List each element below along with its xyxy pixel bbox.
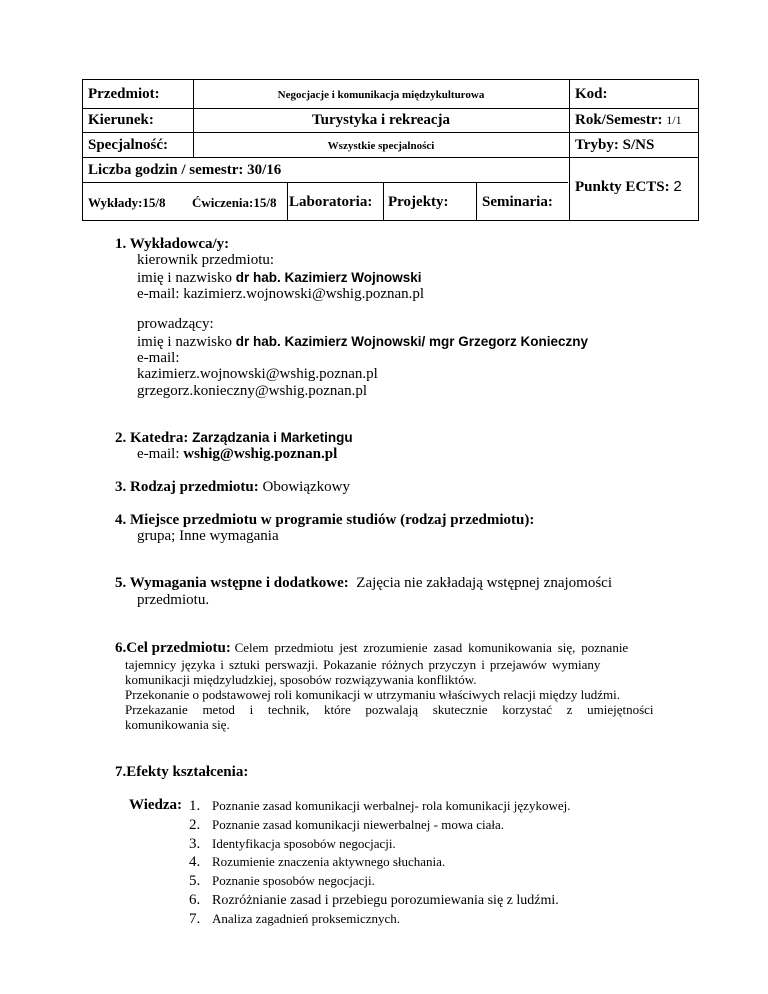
row-divider [83,132,698,133]
wymagania-value-1: Zajęcia nie zakładają wstępnej znajomości [356,575,612,591]
list-item: 2. Poznanie zasad komunikacji niewerbalnej - mowa ciała. [189,816,505,833]
prowadzacy-name [137,333,588,351]
ects [575,178,682,196]
section-6 [115,640,628,657]
row-divider [83,157,698,158]
kierunek-label: Kierunek: [88,112,154,128]
section-6-heading: 6.Cel przedmiotu: [115,640,231,656]
prowadzacy-email-2: grzegorz.konieczny@wshig.poznan.pl [137,383,367,399]
section-5-heading: 5. Wymagania wstępne i dodatkowe: [115,575,349,591]
kierownik-name [137,269,422,287]
section-7-heading: 7.Efekty kształcenia: [115,764,249,780]
section-1-heading: 1. Wykładowca/y: [115,236,230,252]
katedra-email-value: wshig@wshig.poznan.pl [183,446,338,462]
col-divider [569,80,570,221]
list-item: 3. Identyfikacja sposobów negocjacji. [189,835,396,852]
cwiczenia: Ćwiczenia:15/8 [192,195,277,210]
kierownik-email: e-mail: kazimierz.wojnowski@wshig.poznan.pl [137,286,425,302]
cel-line-5: Przekazanie metod i technik, które pozwalają skutecznie korzystać z umiejętności [125,702,654,717]
kierunek-value: Turystyka i rekreacja [311,112,451,128]
laboratoria: Laboratoria: [289,194,373,210]
kierownik-label: kierownik przedmiotu: [137,252,275,268]
przedmiot-label: Przedmiot: [88,86,160,102]
list-item: 7. Analiza zagadnień proksemicznych. [189,910,401,927]
row-divider [83,108,698,109]
col-divider [383,182,384,221]
wyklady: Wykłady:15/8 [88,195,166,210]
list-item: 4. Rozumienie znaczenia aktywnego słuchania. [189,854,446,871]
seminaria: Seminaria: [482,194,553,210]
row-divider [83,182,568,183]
name-prefix: imię i nazwisko [137,334,232,350]
course-info-table [82,79,699,221]
katedra-value: Zarządzania i Marketingu [192,430,353,445]
rodzaj-value: Obowiązkowy [262,479,350,495]
lecturer-name: dr hab. Kazimierz Wojnowski [235,270,422,285]
cel-line-4: Przekonanie o podstawowej roli komunikacji w utrzymaniu właściwych relacji między ludźmi. [125,687,620,702]
prowadzacy-email-label: e-mail: [137,350,180,366]
prowadzacy-email-1: kazimierz.wojnowski@wshig.poznan.pl [137,366,378,382]
wymagania-value-2: przedmiotu. [137,592,210,608]
liczba-godzin: Liczba godzin / semestr: 30/16 [88,162,282,178]
col-divider [287,182,288,221]
kod-label: Kod: [575,86,608,102]
list-item: 5. Poznanie sposobów negocjacji. [189,873,375,890]
rok-label: Rok/Semestr: [575,112,663,128]
section-5 [115,575,612,592]
specjalnosc-value: Wszystkie specjalności [327,140,435,152]
list-item: 1. Poznanie zasad komunikacji werbalnej- rola komunikacji językowej. [189,798,571,814]
katedra-email [137,446,337,463]
list-item: 6. Rozróżnianie zasad i przebiegu porozumiewania się z ludźmi. [189,891,559,908]
cel-line-1: Celem przedmiotu jest zrozumienie zasad komunikowania się, poznanie [234,640,629,655]
ects-label: Punkty ECTS: [575,179,670,195]
przedmiot-value: Negocjacje i komunikacja międzykulturowa [277,89,485,101]
miejsce-value: grupa; Inne wymagania [137,528,279,544]
cel-line-3: komunikacji międzyludzkiej, sposobów rozwiązywania konfliktów. [125,672,477,687]
section-2-heading: 2. Katedra: [115,430,189,446]
prowadzacy-label: prowadzący: [137,316,214,332]
section-2 [115,429,353,447]
section-4-heading: 4. Miejsce przedmiotu w programie studiów (rodzaj przedmiotu): [115,512,535,528]
specjalnosc-label: Specjalność: [88,137,168,153]
tryby: Tryby: S/NS [575,137,655,153]
section-3-heading: 3. Rodzaj przedmiotu: [115,479,259,495]
instructor-names: dr hab. Kazimierz Wojnowski/ mgr Grzegorz Konieczny [235,334,589,349]
projekty: Projekty: [388,194,449,210]
email-label: e-mail: [137,446,180,462]
section-3 [115,479,350,496]
name-prefix: imię i nazwisko [137,270,232,286]
wiedza-label: Wiedza: [129,797,183,813]
wiedza-list [189,797,570,929]
ects-value: 2 [673,178,682,195]
rok-semestr [575,112,682,129]
cel-line-6: komunikowania się. [125,717,230,732]
col-divider [476,182,477,221]
rok-value: 1/1 [666,113,682,127]
cel-line-2: tajemnicy języka i sztuki perswazji. Pokazanie różnych przyczyn i przejawów wymiany [125,657,601,672]
